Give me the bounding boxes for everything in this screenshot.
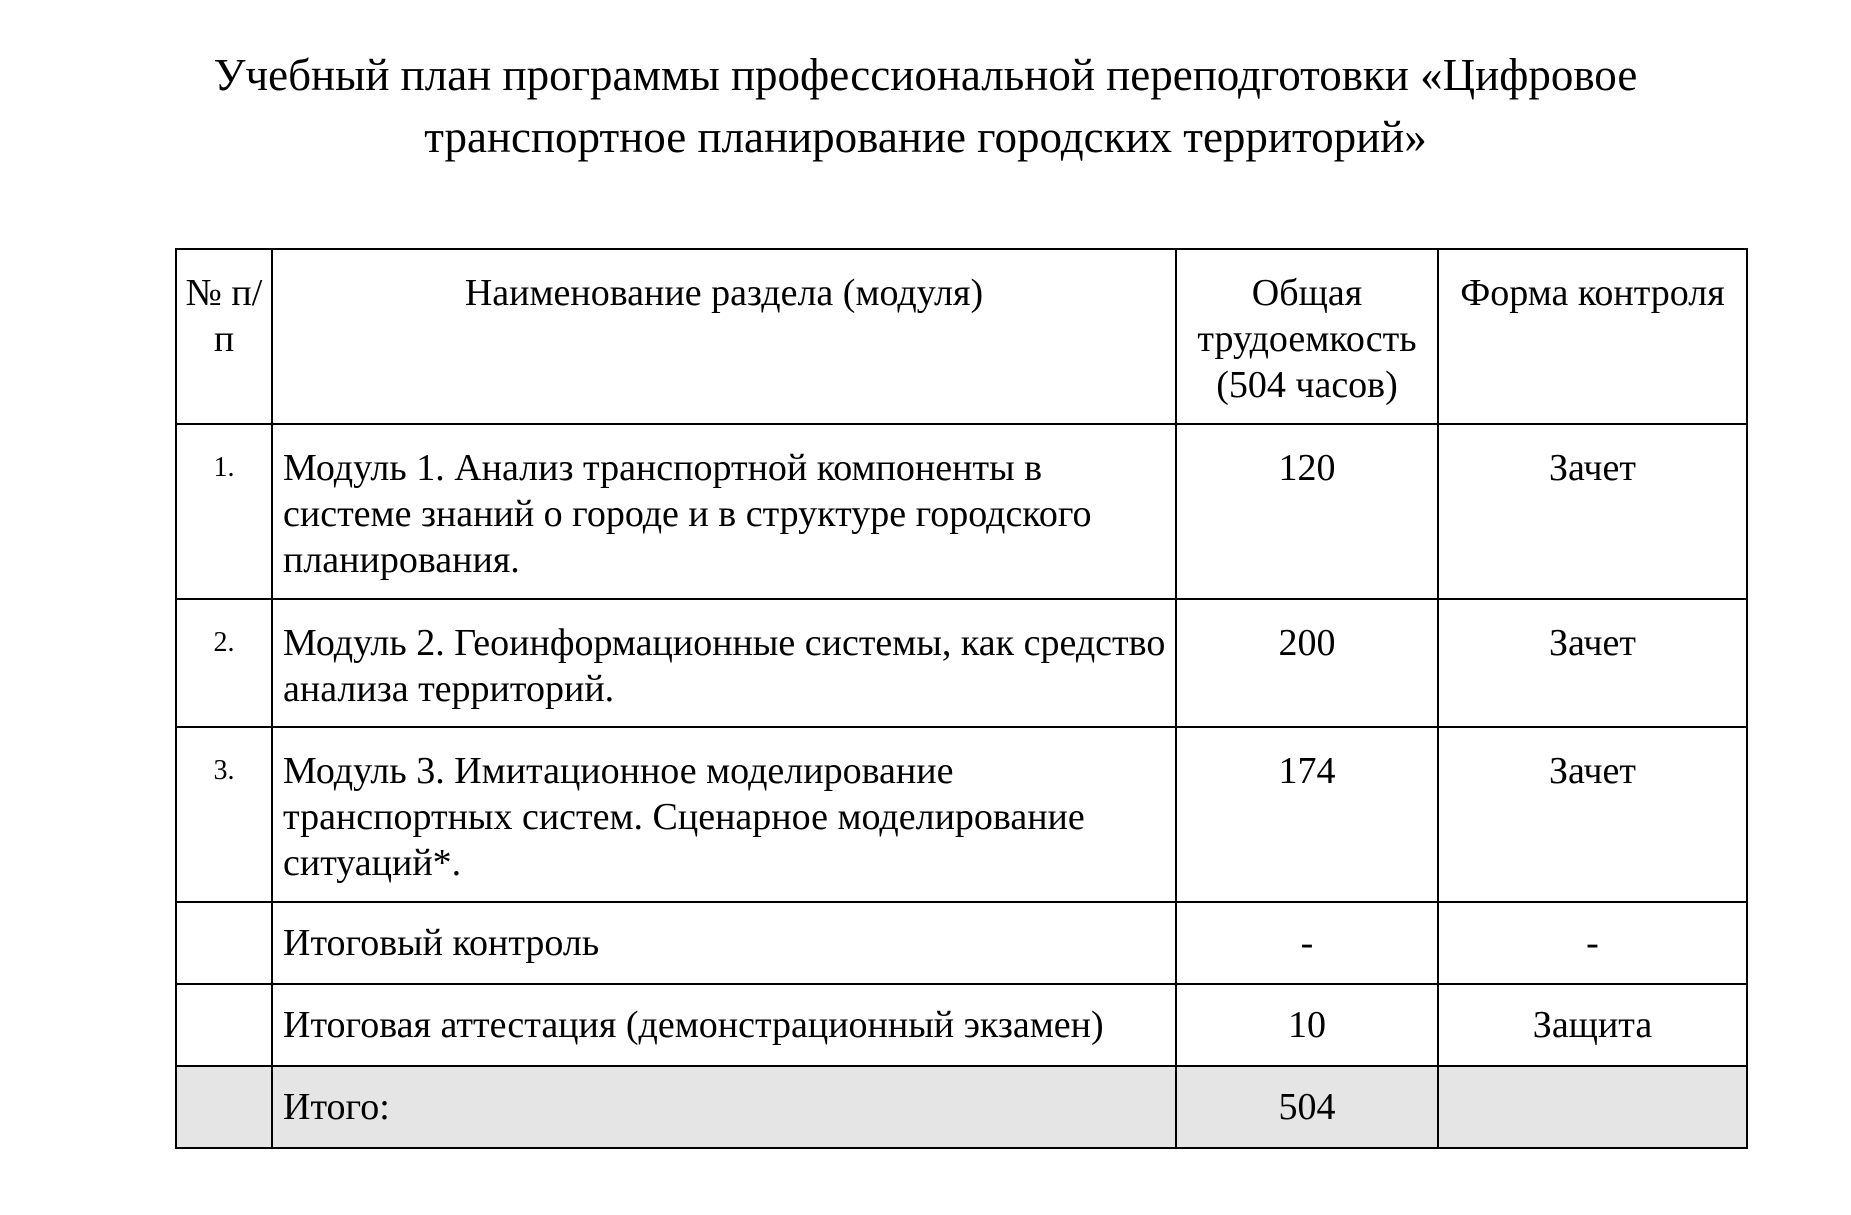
header-num: № п/п bbox=[176, 249, 272, 424]
row-hours: 120 bbox=[1176, 424, 1438, 599]
row-form bbox=[1438, 1066, 1747, 1148]
row-name: Модуль 2. Геоинформационные системы, как средство анализа территорий. bbox=[272, 599, 1176, 727]
table-row bbox=[176, 424, 1747, 599]
row-hours: 200 bbox=[1176, 599, 1438, 727]
total-row bbox=[176, 1066, 1747, 1148]
row-name: Итого: bbox=[272, 1066, 1176, 1148]
header-form: Форма контроля bbox=[1438, 249, 1747, 424]
row-name: Модуль 3. Имитационное моделирование транспортных систем. Сценарное моделирование ситуаций*. bbox=[272, 727, 1176, 902]
table-row bbox=[176, 599, 1747, 727]
table-row bbox=[176, 727, 1747, 902]
table-header-row bbox=[176, 249, 1747, 424]
row-name: Модуль 1. Анализ транспортной компоненты в системе знаний о городе и в структуре городского планирования. bbox=[272, 424, 1176, 599]
row-num bbox=[176, 984, 272, 1066]
row-name: Итоговая аттестация (демонстрационный экзамен) bbox=[272, 984, 1176, 1066]
row-num: 1. bbox=[176, 424, 272, 599]
row-form: Зачет bbox=[1438, 727, 1747, 902]
row-hours: 504 bbox=[1176, 1066, 1438, 1148]
row-num bbox=[176, 902, 272, 984]
table-row bbox=[176, 984, 1747, 1066]
row-hours: - bbox=[1176, 902, 1438, 984]
row-form: - bbox=[1438, 902, 1747, 984]
row-hours: 174 bbox=[1176, 727, 1438, 902]
curriculum-table bbox=[175, 248, 1748, 1149]
row-num: 3. bbox=[176, 727, 272, 902]
row-form: Защита bbox=[1438, 984, 1747, 1066]
header-hours: Общая трудоемкость (504 часов) bbox=[1176, 249, 1438, 424]
row-num bbox=[176, 1066, 272, 1148]
document-title-line-1: Учебный план программы профессиональной переподготовки «Цифровое bbox=[213, 50, 1638, 100]
document-title bbox=[0, 44, 1851, 168]
row-form: Зачет bbox=[1438, 424, 1747, 599]
row-hours: 10 bbox=[1176, 984, 1438, 1066]
row-name: Итоговый контроль bbox=[272, 902, 1176, 984]
header-name: Наименование раздела (модуля) bbox=[272, 249, 1176, 424]
table-row bbox=[176, 902, 1747, 984]
row-num: 2. bbox=[176, 599, 272, 727]
document-title-line-2: транспортное планирование городских территорий» bbox=[424, 112, 1427, 162]
row-form: Зачет bbox=[1438, 599, 1747, 727]
